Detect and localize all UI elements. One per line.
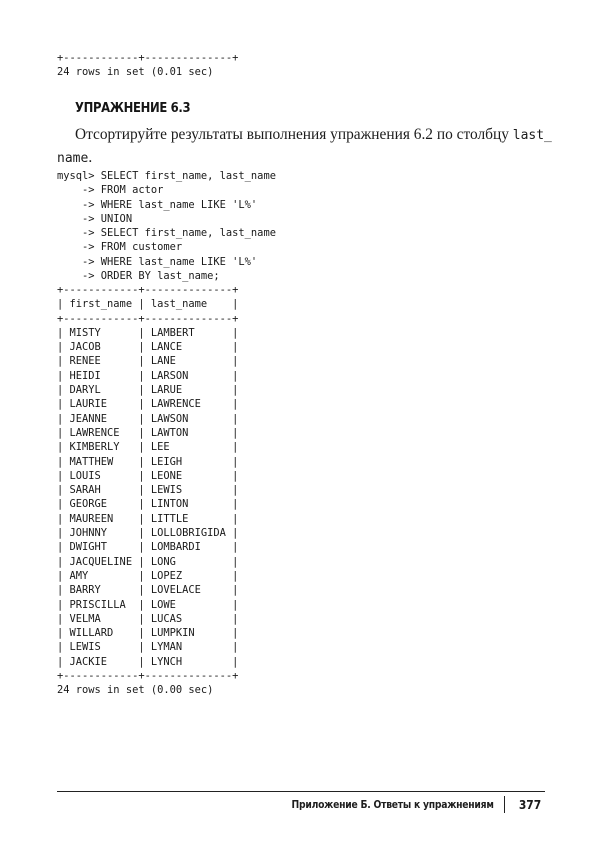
table-row: | DWIGHT | LOMBARDI | <box>57 541 239 554</box>
query-line: -> SELECT first_name, last_name <box>57 227 276 240</box>
table-row: | LAWRENCE | LAWTON | <box>57 426 239 439</box>
table-border: +------------+--------------+ <box>57 284 239 296</box>
query-line: -> ORDER BY last_name; <box>57 270 220 283</box>
table-row: | VELMA | LUCAS | <box>57 612 239 625</box>
table-border: +------------+--------------+ <box>57 312 239 325</box>
footer-rule <box>57 791 545 792</box>
table-row: | HEIDI | LARSON | <box>57 369 239 382</box>
query-line: -> WHERE last_name LIKE 'L%' <box>57 198 258 211</box>
table-row: | JACQUELINE | LONG | <box>57 555 239 568</box>
sql-query <box>57 169 276 283</box>
query-line: -> UNION <box>57 212 133 225</box>
table-row: | SARAH | LEWIS | <box>57 484 239 497</box>
table-row: | JACKIE | LYNCH | <box>57 655 239 668</box>
table-header: | first_name | last_name | <box>57 298 239 311</box>
exercise-text <box>57 124 557 170</box>
page-footer <box>253 796 543 813</box>
footer-separator <box>504 796 505 813</box>
running-footer-title: Приложение Б. Ответы к упражнениям <box>291 798 494 811</box>
table-row: | RENEE | LANE | <box>57 355 239 368</box>
table-row: | MISTY | LAMBERT | <box>57 326 239 339</box>
exercise-text-end: . <box>88 149 93 166</box>
table-row: | JOHNNY | LOLLOBRIGIDA | <box>57 527 239 540</box>
table-row: | JEANNE | LAWSON | <box>57 412 239 425</box>
query-line: -> FROM customer <box>57 241 183 254</box>
table-row: | BARRY | LOVELACE | <box>57 584 239 597</box>
query-line: -> WHERE last_name LIKE 'L%' <box>57 255 258 268</box>
table-row: | LEWIS | LYMAN | <box>57 641 239 654</box>
page-number: 377 <box>518 797 542 812</box>
table-row: | LOUIS | LEONE | <box>57 469 239 482</box>
table-row: | GEORGE | LINTON | <box>57 498 239 511</box>
rows-summary: 24 rows in set (0.01 sec) <box>57 66 214 79</box>
table-row: | JACOB | LANCE | <box>57 341 239 354</box>
query-line: mysql> SELECT first_name, last_name <box>57 170 276 182</box>
exercise-text-body: Отсортируйте результаты выполнения упражнения 6.2 по столбцу <box>75 126 513 143</box>
query-line: -> FROM actor <box>57 184 164 197</box>
exercise-heading: УПРАЖНЕНИЕ 6.3 <box>75 100 191 116</box>
result-table <box>57 283 238 698</box>
table-border: +------------+--------------+ <box>57 670 239 683</box>
table-row: | MAUREEN | LITTLE | <box>57 512 239 525</box>
table-row: | LAURIE | LAWRENCE | <box>57 398 239 411</box>
table-row: | WILLARD | LUMPKIN | <box>57 627 239 640</box>
table-row: | KIMBERLY | LEE | <box>57 441 239 454</box>
table-row: | MATTHEW | LEIGH | <box>57 455 239 468</box>
previous-result-tail <box>57 51 238 80</box>
exercise-code-term-cont: name <box>57 151 89 166</box>
table-row: | AMY | LOPEZ | <box>57 569 239 582</box>
table-row: | PRISCILLA | LOWE | <box>57 598 239 611</box>
table-border: +------------+--------------+ <box>57 52 239 64</box>
exercise-code-term: last_ <box>512 128 552 143</box>
table-row: | DARYL | LARUE | <box>57 384 239 397</box>
rows-summary: 24 rows in set (0.00 sec) <box>57 684 214 697</box>
